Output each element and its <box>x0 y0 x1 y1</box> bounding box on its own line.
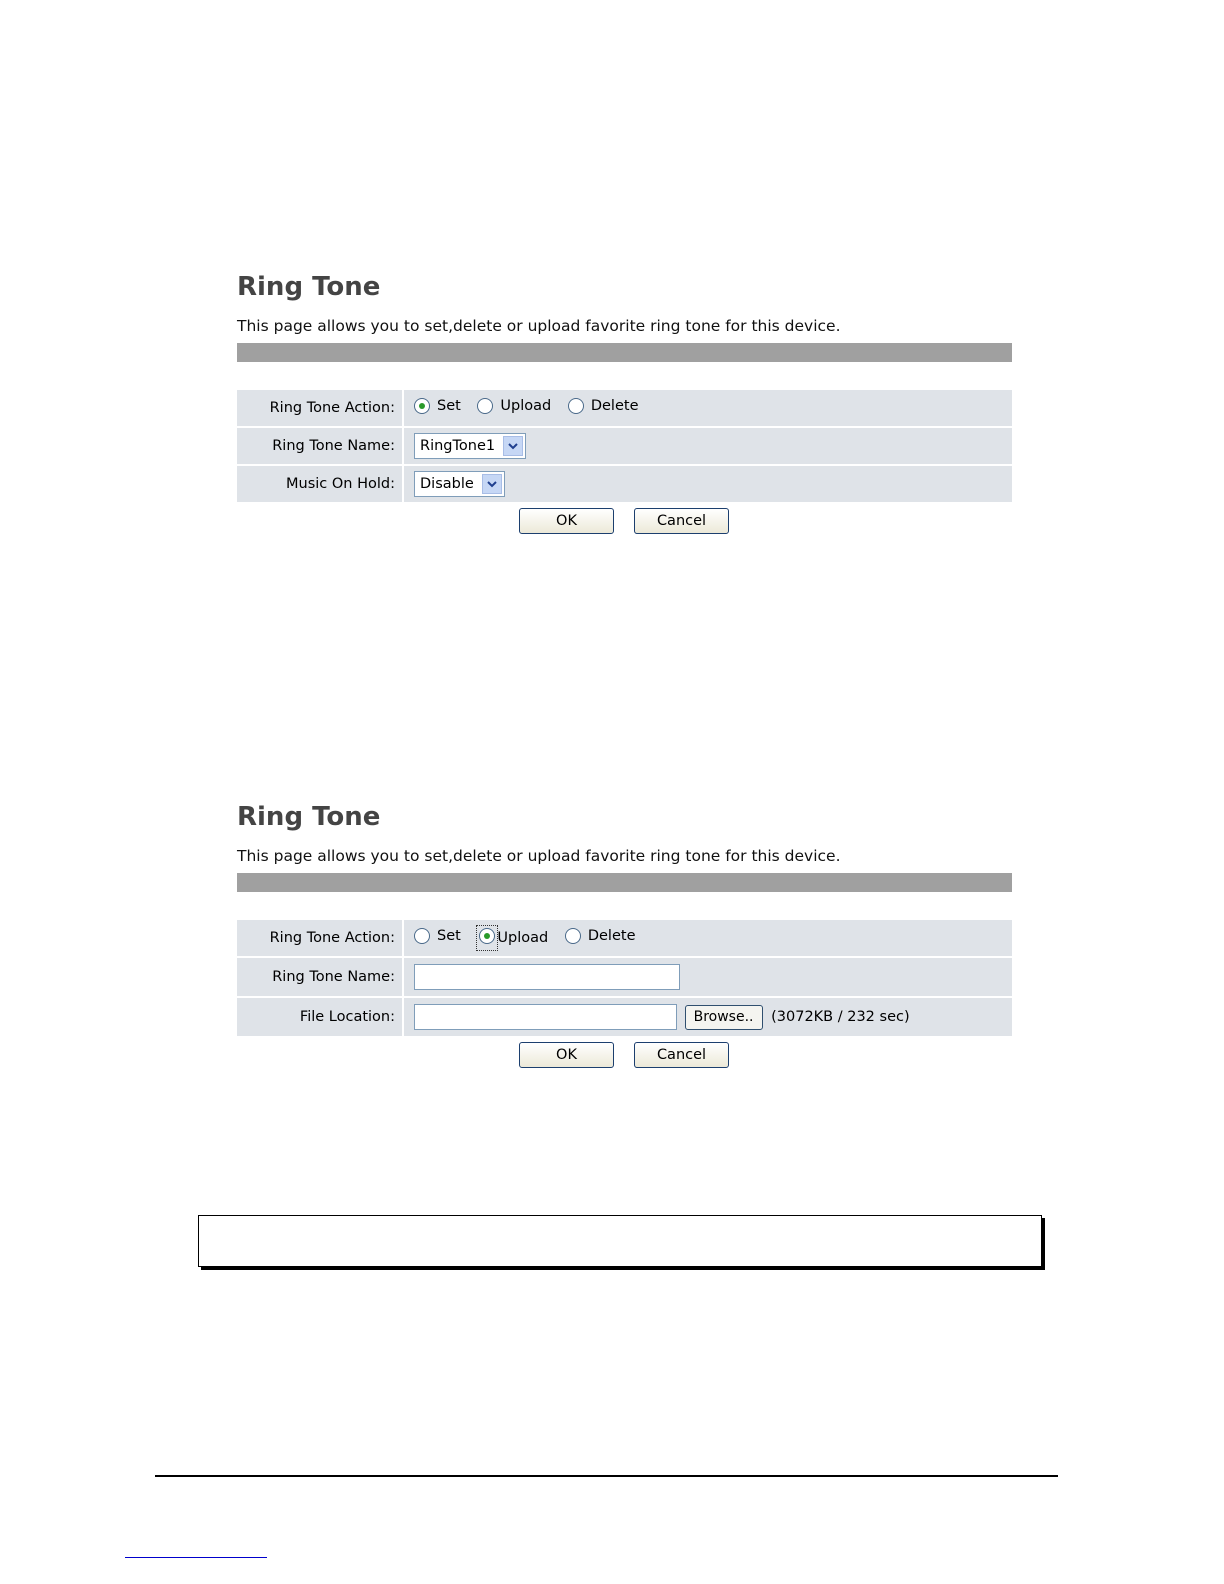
note-box <box>198 1215 1042 1267</box>
ring-tone-panel-set <box>237 270 1012 538</box>
radio-set[interactable] <box>414 398 461 414</box>
ring-tone-form <box>237 390 1012 504</box>
radio-delete-label: Delete <box>587 928 636 944</box>
radio-delete[interactable] <box>568 398 639 414</box>
radio-set-label: Set <box>437 928 461 944</box>
radio-set-icon[interactable] <box>414 928 430 944</box>
radio-delete-icon[interactable] <box>565 928 581 944</box>
radio-delete[interactable] <box>565 928 636 944</box>
cancel-button[interactable]: Cancel <box>634 508 729 534</box>
row-file-location <box>237 998 1012 1038</box>
ring-tone-name-value: RingTone1 <box>420 438 496 454</box>
row-ring-tone-action <box>237 390 1012 428</box>
ring-tone-name-input[interactable] <box>414 964 680 990</box>
file-location-input[interactable] <box>414 1004 677 1030</box>
ring-tone-action-label: Ring Tone Action: <box>237 920 404 958</box>
header-bar <box>237 873 1012 892</box>
radio-delete-icon[interactable] <box>568 398 584 414</box>
chevron-down-icon[interactable] <box>503 436 523 456</box>
ring-tone-name-select[interactable] <box>414 433 526 459</box>
footer-divider <box>155 1475 1058 1477</box>
row-ring-tone-action <box>237 920 1012 958</box>
file-size-limit: (3072KB / 232 sec) <box>771 1009 910 1025</box>
radio-upload[interactable] <box>477 398 551 414</box>
radio-upload-icon[interactable] <box>479 928 495 944</box>
radio-set[interactable] <box>414 928 461 944</box>
radio-set-icon[interactable] <box>414 398 430 414</box>
row-ring-tone-name <box>237 958 1012 998</box>
page-title: Ring Tone <box>237 272 381 302</box>
radio-upload-label: Upload <box>497 930 549 946</box>
row-music-on-hold <box>237 466 1012 504</box>
ok-button[interactable]: OK <box>519 508 614 534</box>
radio-upload-icon[interactable] <box>477 398 493 414</box>
music-on-hold-label: Music On Hold: <box>237 466 404 504</box>
ring-tone-panel-upload <box>237 800 1012 1072</box>
music-on-hold-value: Disable <box>420 476 474 492</box>
row-ring-tone-name <box>237 428 1012 466</box>
file-location-label: File Location: <box>237 998 404 1038</box>
ok-button[interactable]: OK <box>519 1042 614 1068</box>
chevron-down-icon[interactable] <box>482 474 502 494</box>
page-description: This page allows you to set,delete or upload favorite ring tone for this device. <box>237 847 841 865</box>
footer-link-underline <box>125 1557 267 1558</box>
music-on-hold-select[interactable] <box>414 471 505 497</box>
radio-upload-label: Upload <box>500 398 552 414</box>
page-title: Ring Tone <box>237 802 381 832</box>
page-description: This page allows you to set,delete or upload favorite ring tone for this device. <box>237 317 841 335</box>
ring-tone-name-label: Ring Tone Name: <box>237 428 404 466</box>
ring-tone-form <box>237 920 1012 1038</box>
ring-tone-action-label: Ring Tone Action: <box>237 390 404 428</box>
radio-upload[interactable] <box>477 926 548 950</box>
radio-set-label: Set <box>437 398 461 414</box>
browse-button[interactable]: Browse.. <box>685 1005 763 1030</box>
cancel-button[interactable]: Cancel <box>634 1042 729 1068</box>
header-bar <box>237 343 1012 362</box>
radio-delete-label: Delete <box>590 398 639 414</box>
ring-tone-name-label: Ring Tone Name: <box>237 958 404 998</box>
